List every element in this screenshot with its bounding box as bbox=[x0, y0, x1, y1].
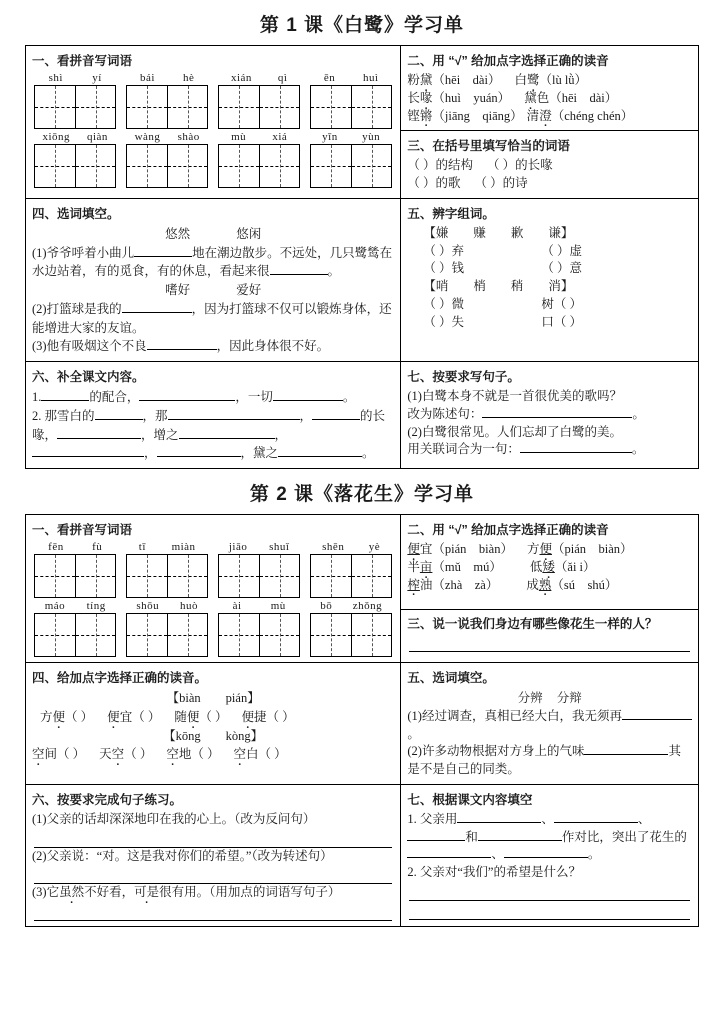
pinyin-options[interactable]: （hēi dài） bbox=[549, 90, 618, 105]
pinyin-syllable: shōu bbox=[136, 600, 160, 612]
fill-blank[interactable] bbox=[520, 452, 632, 453]
w1-s6-q1[interactable] bbox=[32, 388, 394, 407]
dotted-char: 便 bbox=[241, 709, 255, 724]
w1-s2-item[interactable] bbox=[407, 90, 692, 108]
choice-word: 爱好 bbox=[236, 283, 262, 297]
char: 低 bbox=[529, 559, 543, 574]
pinyin-word-box[interactable] bbox=[126, 131, 208, 188]
w2-s4-group-2-items[interactable] bbox=[32, 745, 394, 764]
question-text: 不好看， bbox=[84, 885, 135, 900]
dotted-char: 空 bbox=[111, 747, 125, 762]
worksheet-2-title-text: 第 2 课《落花生》学习单 bbox=[249, 484, 475, 505]
tianzige-grid[interactable] bbox=[34, 554, 116, 598]
w2-s5-q1[interactable] bbox=[407, 708, 692, 744]
fill-in-parenthesis[interactable]: （ ）失 bbox=[423, 314, 465, 329]
worksheet-2-table bbox=[25, 514, 699, 927]
fill-blank[interactable] bbox=[139, 400, 235, 401]
tianzige-grid[interactable] bbox=[34, 613, 116, 657]
dotted-char: 空 bbox=[32, 747, 45, 762]
fill-blank[interactable] bbox=[134, 256, 192, 257]
pinyin-syllable: ēn bbox=[323, 72, 336, 84]
w1-section-6-cell bbox=[26, 362, 401, 469]
dotted-char: 便 bbox=[52, 709, 66, 724]
char-group-2: 【哨 梢 稍 消】 bbox=[423, 279, 574, 293]
answer-line[interactable] bbox=[34, 832, 392, 848]
pinyin-options[interactable]: （huì yuán） bbox=[432, 90, 511, 105]
fill-blank[interactable] bbox=[407, 857, 491, 858]
pinyin-syllable: yè bbox=[368, 541, 381, 553]
pinyin-syllable: shì bbox=[48, 72, 63, 84]
w2-section-4-cell bbox=[26, 663, 401, 785]
fill-in-parenthesis[interactable]: （ ）意 bbox=[541, 261, 583, 276]
fill-blank[interactable] bbox=[157, 456, 241, 457]
pinyin-syllable: máo bbox=[44, 600, 66, 612]
pinyin-word-box[interactable] bbox=[34, 131, 116, 188]
question-text: 。 bbox=[407, 726, 420, 741]
w1-s5-row[interactable] bbox=[423, 314, 692, 332]
pinyin-word-box[interactable] bbox=[34, 600, 116, 657]
w2-s3-heading: 三、说一说我们身边有哪些像花生一样的人？ bbox=[407, 616, 658, 631]
w1-section-2-cell bbox=[401, 46, 699, 131]
pinyin-options[interactable]: （lù lǜ） bbox=[539, 73, 588, 87]
w1-s4-heading: 四、选词填空。 bbox=[32, 206, 120, 221]
w2-s1-grid-row-1 bbox=[32, 541, 394, 598]
question-text: 其是不是自己的同类。 bbox=[407, 744, 681, 776]
fill-blank[interactable] bbox=[179, 438, 275, 439]
pinyin-word-box[interactable] bbox=[34, 541, 116, 598]
question-text: ，因此身体很不好。 bbox=[216, 339, 330, 354]
pinyin-syllable: hè bbox=[182, 72, 195, 84]
char: 清 bbox=[526, 108, 540, 123]
dotted-char: 黛 bbox=[419, 73, 433, 87]
question-text: (1)经过调查，真相已经大白，我无须再 bbox=[407, 708, 622, 723]
fill-in-parenthesis[interactable]: （ ）的结构 bbox=[407, 158, 474, 173]
w2-s2-item[interactable] bbox=[407, 577, 692, 595]
pinyin-syllable: mù bbox=[231, 131, 247, 143]
question-text: ，一切 bbox=[235, 390, 273, 404]
pinyin-syllable: tíng bbox=[86, 600, 106, 612]
fill-blank[interactable] bbox=[584, 754, 668, 755]
w2-section-2-cell bbox=[401, 515, 699, 610]
fill-blank[interactable] bbox=[32, 456, 144, 457]
pinyin-word-box[interactable] bbox=[310, 541, 392, 598]
dotted-char: 便 bbox=[539, 542, 552, 556]
answer-line[interactable] bbox=[409, 904, 690, 920]
dotted-char: 鹭 bbox=[526, 73, 540, 87]
pinyin-syllable: miàn bbox=[171, 541, 196, 553]
fill-blank[interactable] bbox=[95, 419, 143, 420]
pinyin-options[interactable]: （zhà zà） bbox=[432, 577, 499, 592]
question-text: (1)爷爷呼着小曲儿 bbox=[32, 245, 135, 260]
pinyin-syllable: qiàn bbox=[86, 131, 108, 143]
w2-section-7-cell bbox=[401, 784, 699, 926]
question-text: 、 bbox=[491, 847, 504, 862]
pinyin-word-box[interactable] bbox=[218, 72, 300, 129]
char: 天 bbox=[99, 747, 112, 762]
worksheet-1-table bbox=[25, 45, 699, 469]
question-text: ，那 bbox=[142, 408, 168, 423]
question-text: (2)打篮球是我的 bbox=[32, 301, 122, 316]
dotted-word: 虽然 bbox=[59, 885, 85, 900]
fill-blank[interactable] bbox=[57, 438, 141, 439]
tianzige-grid[interactable] bbox=[126, 613, 208, 657]
pinyin-syllable: shēn bbox=[322, 541, 345, 553]
pinyin-syllable: yí bbox=[92, 72, 102, 84]
w1-s7-q1: (1)白鹭本身不就是一首很优美的歌吗？ bbox=[407, 389, 622, 403]
question-text: 。 bbox=[327, 264, 341, 279]
pinyin-options[interactable]: （mǔ mú） bbox=[432, 559, 502, 574]
w2-s5-q2[interactable] bbox=[407, 743, 692, 779]
tianzige-grid[interactable] bbox=[310, 613, 392, 657]
w1-section-5-cell bbox=[401, 198, 699, 361]
w2-section-1-cell bbox=[26, 515, 401, 663]
pinyin-word-box[interactable] bbox=[310, 72, 392, 129]
pinyin-syllable: mù bbox=[270, 600, 286, 612]
pinyin-options[interactable]: （chéng chén） bbox=[551, 108, 634, 123]
w1-s6-heading: 六、补全课文内容。 bbox=[32, 370, 145, 384]
dotted-char: 便 bbox=[107, 709, 120, 724]
pinyin-syllable: fù bbox=[92, 541, 103, 553]
pinyin-syllable: bō bbox=[320, 600, 333, 612]
w2-s1-heading: 一、看拼音写词语 bbox=[32, 523, 133, 537]
answer-paren[interactable]: 白（ ） bbox=[246, 747, 287, 762]
char: 粉 bbox=[407, 73, 420, 87]
question-text: 、 bbox=[637, 811, 651, 826]
pinyin-word-box[interactable] bbox=[218, 131, 300, 188]
tianzige-grid[interactable] bbox=[218, 613, 300, 657]
w1-s4-choices-1 bbox=[32, 225, 394, 244]
w2-s2-heading: 二、用 “√” 给加点字选择正确的读音 bbox=[407, 523, 609, 537]
fill-blank[interactable] bbox=[478, 840, 562, 841]
worksheet-2-title bbox=[25, 469, 699, 514]
dotted-char: 喙 bbox=[419, 90, 433, 105]
char: 白 bbox=[514, 73, 527, 87]
pinyin-word-box[interactable] bbox=[126, 72, 208, 129]
tianzige-grid[interactable] bbox=[218, 85, 300, 129]
w2-s4-heading: 四、给加点字选择正确的读音。 bbox=[32, 671, 208, 685]
pinyin-options[interactable]: （hēi dài） bbox=[432, 73, 501, 87]
worksheet-2-row-1 bbox=[26, 515, 699, 610]
pinyin-word-box[interactable] bbox=[126, 541, 208, 598]
pinyin-syllable: shào bbox=[177, 131, 200, 143]
w1-s1-grid-row-2 bbox=[32, 131, 394, 188]
w2-s4-group-1-items[interactable] bbox=[32, 708, 394, 727]
w1-s4-q1[interactable] bbox=[32, 244, 394, 282]
punctuation: 。 bbox=[632, 406, 645, 421]
question-text: 作对比，突出了花生的 bbox=[561, 829, 687, 844]
char: 长 bbox=[407, 90, 420, 105]
w1-s7-heading: 七、按要求写句子。 bbox=[407, 370, 520, 384]
tianzige-grid[interactable] bbox=[218, 144, 300, 188]
pinyin-options[interactable]: （pián biàn） bbox=[551, 542, 633, 556]
w2-s5-choices bbox=[407, 689, 692, 708]
worksheet-2-row-4 bbox=[26, 784, 699, 926]
tianzige-grid[interactable] bbox=[218, 554, 300, 598]
w1-s5-row[interactable] bbox=[423, 260, 692, 278]
pinyin-word-box[interactable] bbox=[310, 600, 392, 657]
fill-blank[interactable] bbox=[147, 349, 217, 350]
w1-s2-item[interactable] bbox=[407, 108, 692, 126]
w1-s5-heading: 五、辨字组词。 bbox=[407, 206, 495, 221]
choice-word: 分辨 bbox=[517, 691, 543, 705]
dotted-char: 空 bbox=[166, 747, 179, 762]
fill-blank[interactable] bbox=[312, 419, 360, 420]
w1-section-3-cell bbox=[401, 131, 699, 199]
choice-word: 嗜好 bbox=[165, 283, 191, 297]
pinyin-syllable: xiá bbox=[272, 131, 288, 143]
w1-s4-q3[interactable] bbox=[32, 337, 394, 356]
answer-line[interactable] bbox=[409, 636, 690, 652]
question-text: 和 bbox=[465, 829, 478, 844]
tianzige-grid[interactable] bbox=[310, 144, 392, 188]
punctuation: 。 bbox=[631, 442, 645, 457]
question-text: ，增之 bbox=[141, 427, 179, 442]
fill-in-parenthesis[interactable]: （ ）钱 bbox=[423, 261, 465, 276]
dotted-char: 澄 bbox=[539, 108, 552, 123]
pinyin-syllable: wàng bbox=[134, 131, 161, 143]
dotted-word: 可是 bbox=[134, 885, 160, 900]
pinyin-syllable: fēn bbox=[48, 541, 64, 553]
dotted-char: 便 bbox=[407, 542, 420, 556]
question-text: 、 bbox=[541, 811, 554, 826]
dotted-char: 熟 bbox=[538, 577, 552, 592]
char: 宜 bbox=[419, 542, 433, 556]
question-text: ， bbox=[299, 408, 313, 423]
pinyin-word-box[interactable] bbox=[218, 600, 300, 657]
tianzige-grid[interactable] bbox=[34, 85, 116, 129]
w1-section-4-cell bbox=[26, 198, 401, 361]
question-text: ，因为打篮球不仅可以锻炼身体，还能增进大家的友谊。 bbox=[32, 301, 392, 335]
w1-s4-choices-2 bbox=[32, 281, 394, 300]
w1-s1-grid-row-1 bbox=[32, 72, 394, 129]
tianzige-grid[interactable] bbox=[34, 144, 116, 188]
w2-s2-item[interactable] bbox=[407, 559, 692, 577]
w2-s7-heading: 七、根据课文内容填空 bbox=[407, 792, 533, 807]
pinyin-word-box[interactable] bbox=[310, 131, 392, 188]
fill-blank[interactable] bbox=[482, 417, 632, 418]
question-text: 的配合， bbox=[89, 390, 140, 404]
fill-in-parenthesis[interactable]: （ ）虚 bbox=[541, 243, 583, 258]
question-text: 地在潮边散步。不远处，几只鹭鸶在水边站着，有的觅食，有的休息，看起来很 bbox=[32, 245, 393, 279]
question-text: 。 bbox=[342, 390, 356, 404]
w2-s7-q1[interactable] bbox=[407, 811, 692, 864]
dotted-char: 空 bbox=[233, 747, 246, 762]
fill-blank[interactable] bbox=[504, 857, 588, 858]
w2-s1-grid-row-2 bbox=[32, 600, 394, 657]
tianzige-grid[interactable] bbox=[310, 85, 392, 129]
question-text: 2. 那雪白的 bbox=[32, 408, 95, 423]
pinyin-word-box[interactable] bbox=[218, 541, 300, 598]
w1-s5-body bbox=[423, 225, 692, 332]
w1-s3-row[interactable] bbox=[407, 157, 692, 175]
w1-s2-item[interactable] bbox=[407, 72, 692, 90]
w1-s1-heading: 一、看拼音写词语 bbox=[32, 54, 133, 68]
char: 方 bbox=[40, 709, 53, 724]
fill-in-parenthesis[interactable]: （ ）的诗 bbox=[474, 176, 528, 190]
char: 油 bbox=[419, 577, 433, 592]
question-text: ，黛之 bbox=[240, 446, 279, 461]
pinyin-word-box[interactable] bbox=[34, 72, 116, 129]
w2-s6-q3 bbox=[32, 884, 394, 902]
pinyin-syllable: yīn bbox=[322, 131, 338, 143]
w1-s7-q1-answer[interactable] bbox=[407, 406, 692, 424]
w2-s6-q2: (2)父亲说：“对。这是我对你们的希望。”（改为转述句） bbox=[32, 848, 333, 863]
fill-in-parenthesis[interactable]: 口（ ） bbox=[541, 314, 583, 329]
pinyin-options[interactable]: （sú shú） bbox=[551, 577, 618, 592]
w1-section-7-cell bbox=[401, 362, 699, 469]
choice-word: 分辩 bbox=[556, 691, 582, 705]
question-text: ， bbox=[274, 427, 288, 442]
w1-s6-q2[interactable] bbox=[32, 407, 394, 463]
fill-blank[interactable] bbox=[407, 840, 465, 841]
fill-blank[interactable] bbox=[168, 419, 300, 420]
pinyin-options[interactable]: （jiāng qiāng） bbox=[432, 108, 523, 123]
char-group-1: 【嫌 赚 歉 谦】 bbox=[423, 225, 574, 240]
w2-s6-q1: (1)父亲的话却深深地印在我的心上。（改为反问句） bbox=[32, 811, 316, 826]
dotted-char: 榨 bbox=[407, 577, 420, 592]
w1-s3-heading: 三、在括号里填写恰当的词语 bbox=[407, 139, 570, 154]
question-text: 1. 父亲用 bbox=[407, 811, 458, 826]
fill-blank[interactable] bbox=[270, 274, 328, 275]
pinyin-syllable: yùn bbox=[362, 131, 381, 143]
pinyin-syllable: xián bbox=[230, 72, 252, 84]
tianzige-grid[interactable] bbox=[126, 144, 208, 188]
answer-paren[interactable]: （ ） bbox=[124, 747, 153, 762]
pinyin-options[interactable]: （pián biàn） bbox=[432, 542, 513, 556]
char: 半 bbox=[407, 559, 420, 574]
w2-section-3-cell bbox=[401, 609, 699, 662]
worksheet-1-row-3 bbox=[26, 198, 699, 361]
answer-label: 改为陈述句： bbox=[407, 406, 483, 421]
question-text: 很有用。（用加点的词语写句子） bbox=[159, 885, 341, 900]
fill-blank[interactable] bbox=[554, 822, 638, 823]
w1-s2-heading: 二、用 “√” 给加点字选择正确的读音 bbox=[407, 54, 609, 68]
fill-blank[interactable] bbox=[457, 822, 541, 823]
answer-line[interactable] bbox=[34, 905, 392, 921]
fill-in-parenthesis[interactable]: （ ）弃 bbox=[423, 243, 465, 258]
worksheet-2-row-3 bbox=[26, 663, 699, 785]
w1-s4-q2[interactable] bbox=[32, 300, 394, 338]
question-text: (3)它 bbox=[32, 885, 60, 900]
worksheet-1-row-1 bbox=[26, 46, 699, 131]
w2-s4-group-2-chars: 【kōng kòng】 bbox=[163, 728, 264, 743]
w1-s7-q2-answer[interactable] bbox=[407, 441, 692, 459]
fill-blank[interactable] bbox=[622, 719, 692, 720]
question-text: ， bbox=[144, 446, 157, 461]
tianzige-grid[interactable] bbox=[126, 554, 208, 598]
answer-paren[interactable]: 捷（ ） bbox=[254, 709, 295, 724]
fill-in-parenthesis[interactable]: （ ）微 bbox=[423, 296, 465, 311]
pinyin-syllable: shuǐ bbox=[269, 541, 290, 553]
char: 随 bbox=[174, 709, 187, 724]
w2-section-5-cell bbox=[401, 663, 699, 785]
fill-in-parenthesis[interactable]: （ ）的长喙 bbox=[487, 158, 553, 173]
fill-blank[interactable] bbox=[122, 312, 192, 313]
pinyin-syllable: jiāo bbox=[228, 541, 248, 553]
fill-in-parenthesis[interactable]: 树（ ） bbox=[541, 296, 583, 311]
char: 方 bbox=[526, 542, 540, 556]
answer-paren[interactable]: 宜（ ） bbox=[119, 709, 161, 724]
w2-s4-group-1-chars: 【biàn pián】 bbox=[166, 691, 260, 705]
fill-blank[interactable] bbox=[273, 400, 343, 401]
dotted-char: 矮 bbox=[542, 559, 555, 574]
question-text: 。 bbox=[362, 446, 375, 461]
pinyin-syllable: huì bbox=[362, 72, 379, 84]
pinyin-syllable: tī bbox=[138, 541, 146, 553]
choice-word: 悠闲 bbox=[236, 226, 262, 241]
dotted-char: 黛 bbox=[524, 90, 537, 105]
w1-section-1-cell bbox=[26, 46, 401, 199]
char: 成 bbox=[526, 577, 539, 592]
w2-section-6-cell bbox=[26, 784, 401, 926]
dotted-char: 锵 bbox=[419, 108, 433, 123]
w1-s5-row[interactable] bbox=[423, 243, 692, 261]
answer-line[interactable] bbox=[409, 885, 690, 901]
dotted-char: 便 bbox=[186, 709, 200, 724]
w2-s7-q2: 2. 父亲对“我们”的希望是什么？ bbox=[407, 865, 581, 879]
answer-paren[interactable]: （ ） bbox=[65, 709, 94, 724]
answer-line[interactable] bbox=[34, 868, 392, 884]
pinyin-syllable: xiōng bbox=[42, 131, 71, 143]
pinyin-syllable: ài bbox=[232, 600, 242, 612]
pinyin-word-box[interactable] bbox=[126, 600, 208, 657]
pinyin-syllable: huò bbox=[179, 600, 198, 612]
tianzige-grid[interactable] bbox=[126, 85, 208, 129]
w1-s5-row[interactable] bbox=[423, 296, 692, 314]
w1-s7-q2: (2)白鹭很常见。人们忘却了白鹭的美。 bbox=[407, 424, 622, 439]
answer-paren[interactable]: （ ） bbox=[199, 709, 228, 724]
char: 色 bbox=[536, 90, 550, 105]
fill-blank[interactable] bbox=[41, 400, 89, 401]
w2-s2-item[interactable] bbox=[407, 541, 692, 559]
pinyin-syllable: qì bbox=[277, 72, 288, 84]
w1-s3-row[interactable] bbox=[407, 175, 692, 193]
dotted-char: 亩 bbox=[419, 559, 433, 574]
answer-label: 用关联词合为一句： bbox=[407, 442, 520, 457]
tianzige-grid[interactable] bbox=[310, 554, 392, 598]
pinyin-options[interactable]: （ǎi i） bbox=[554, 559, 596, 574]
char: 铿 bbox=[407, 108, 420, 123]
w2-s5-heading: 五、选词填空。 bbox=[407, 671, 495, 685]
w2-s6-heading: 六、按要求完成句子练习。 bbox=[32, 792, 183, 807]
answer-paren[interactable]: 地（ ） bbox=[178, 747, 220, 762]
fill-blank[interactable] bbox=[278, 456, 362, 457]
item-number: 1. bbox=[32, 390, 42, 404]
pinyin-syllable: zhǒng bbox=[352, 600, 383, 612]
choice-word: 悠然 bbox=[165, 226, 191, 241]
pinyin-syllable: bái bbox=[140, 72, 155, 84]
question-text: 。 bbox=[587, 847, 601, 862]
question-text: (2)许多动物根据对方身上的气味 bbox=[407, 744, 585, 759]
question-text: (3)他有吸烟这个不良 bbox=[32, 339, 147, 354]
answer-paren[interactable]: 间（ ） bbox=[44, 747, 86, 762]
fill-in-parenthesis[interactable]: （ ）的歌 bbox=[407, 176, 461, 190]
question-text: 的长喙， bbox=[32, 408, 386, 442]
worksheet-1-title bbox=[25, 0, 699, 45]
worksheet-1-title-text: 第 1 课《白鹭》学习单 bbox=[259, 15, 465, 36]
worksheet-1-row-4 bbox=[26, 362, 699, 469]
